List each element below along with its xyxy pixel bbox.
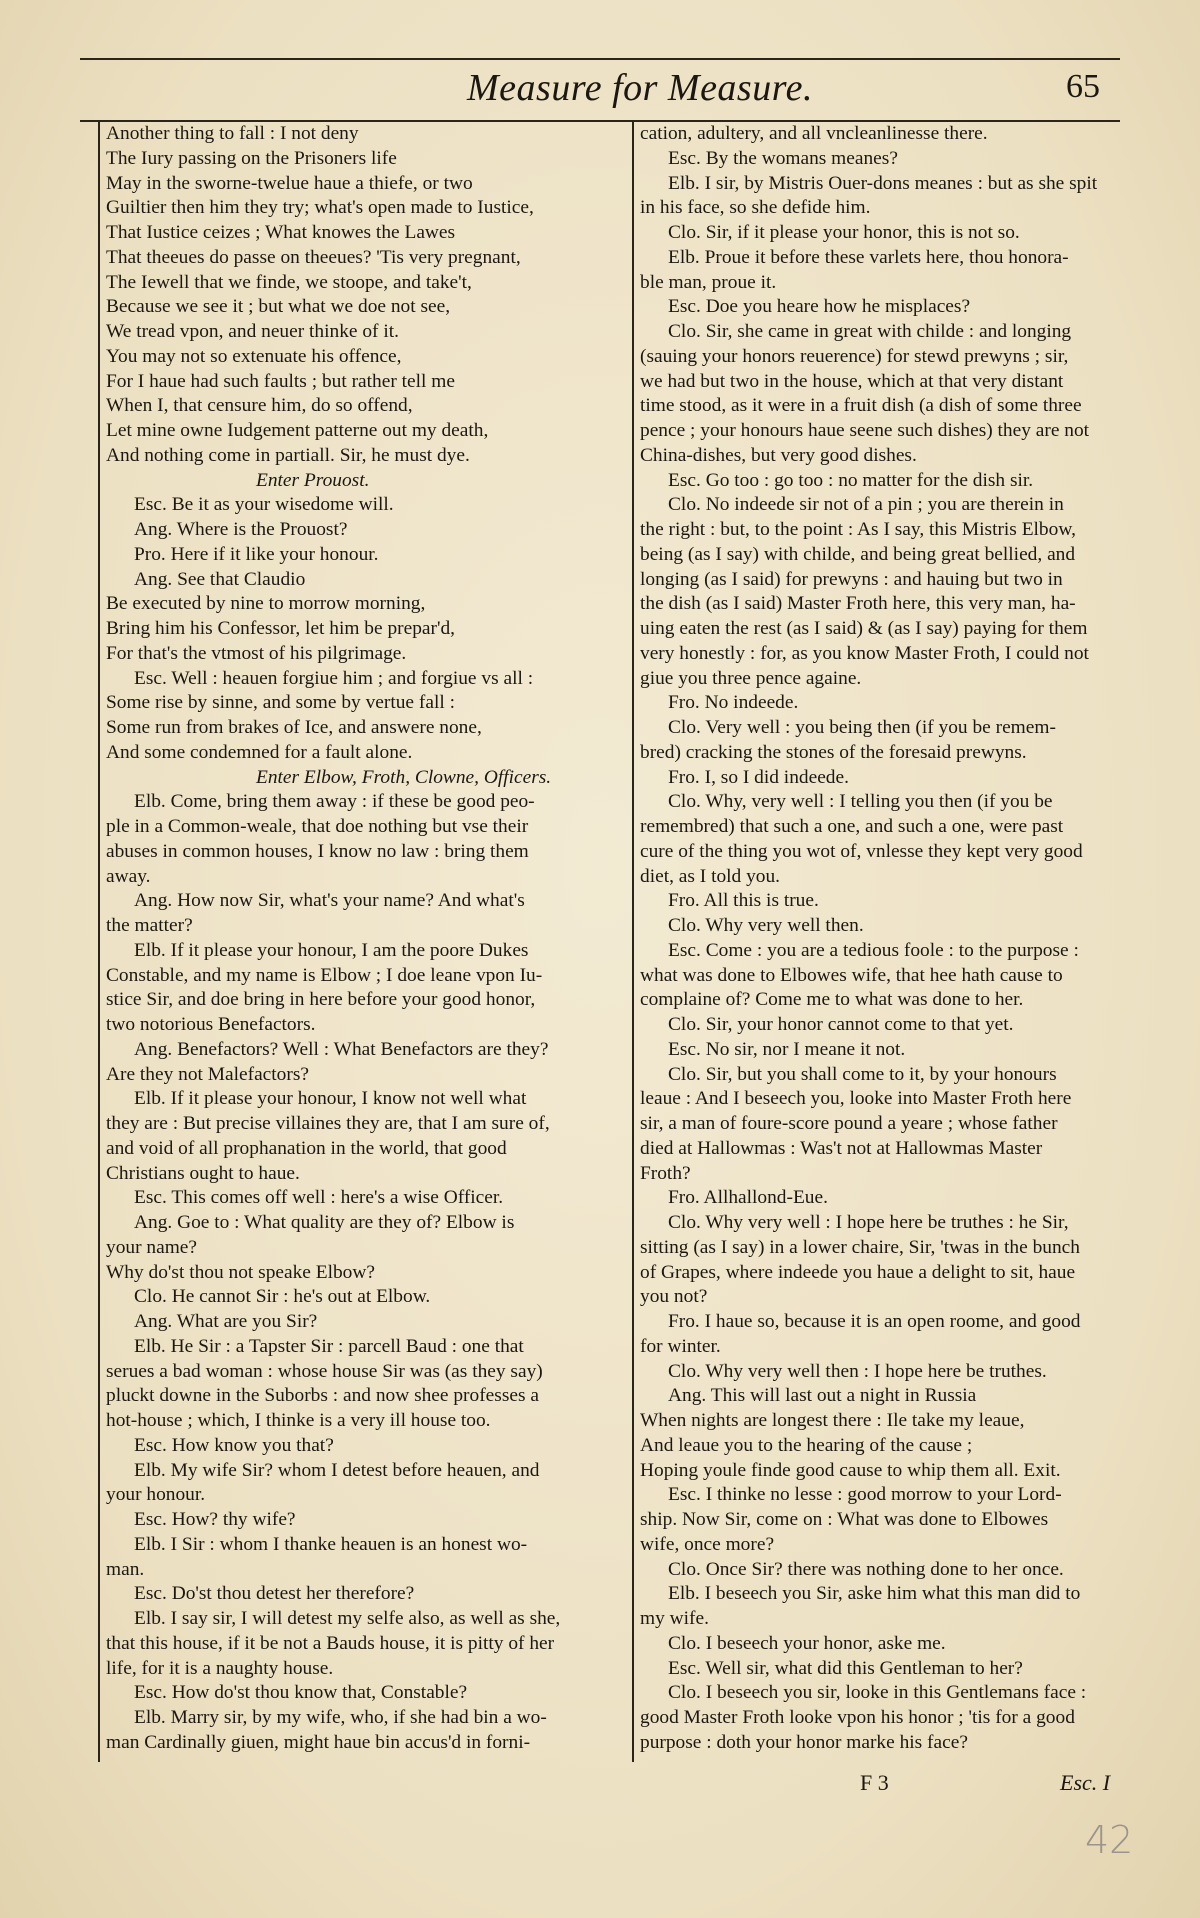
text-line: Another thing to fall : I not deny bbox=[106, 123, 359, 144]
text-line: bred) cracking the stones of the foresaid prewyns. bbox=[640, 741, 1027, 763]
text-line: giue you three pence againe. bbox=[640, 667, 862, 689]
text-line: May in the sworne-twelue haue a thiefe, or two bbox=[106, 172, 473, 194]
text-line: Esc. Do'st thou detest her therefore? bbox=[134, 1583, 415, 1605]
text-line: Esc. Come : you are a tedious foole : to the purpose : bbox=[668, 939, 1079, 961]
text-line: Be executed by nine to morrow morning, bbox=[106, 593, 426, 615]
text-line: my wife. bbox=[640, 1608, 709, 1629]
text-line: When I, that censure him, do so offend, bbox=[106, 395, 413, 417]
text-line: life, for it is a naughty house. bbox=[106, 1657, 334, 1679]
text-line: Fro. Allhallond-Eue. bbox=[668, 1187, 828, 1209]
text-line: Esc. By the womans meanes? bbox=[668, 147, 898, 169]
text-line: The Iewell that we finde, we stoope, and take't, bbox=[106, 271, 472, 293]
text-line: Esc. I thinke no lesse : good morrow to your Lord- bbox=[668, 1484, 1062, 1506]
text-line: your name? bbox=[106, 1236, 197, 1258]
text-line: Clo. Why, very well : I telling you then (if you be bbox=[668, 791, 1053, 813]
text-line: That theeues do passe on theeues? 'Tis very pregnant, bbox=[106, 246, 521, 268]
text-line: Esc. This comes off well : here's a wise Officer. bbox=[134, 1187, 504, 1209]
text-line: Pro. Here if it like your honour. bbox=[134, 543, 379, 565]
text-line: Elb. I Sir : whom I thanke heauen is an honest wo- bbox=[134, 1533, 528, 1555]
text-line: Elb. He Sir : a Tapster Sir : parcell Baud : one that bbox=[134, 1335, 524, 1357]
text-line: longing (as I said) for prewyns : and hauing but two in bbox=[640, 568, 1063, 590]
text-line: Clo. I beseech you sir, looke in this Gentlemans face : bbox=[668, 1682, 1087, 1704]
text-line: Bring him his Confessor, let him be prepar'd, bbox=[106, 618, 456, 639]
text-line: Clo. Why very well then : I hope here be truthes. bbox=[668, 1360, 1047, 1382]
text-line: the dish (as I said) Master Froth here, this very man, ha- bbox=[640, 593, 1076, 615]
text-line: Enter Prouost. bbox=[256, 469, 370, 491]
text-line: And leaue you to the hearing of the cause ; bbox=[640, 1434, 973, 1456]
text-line: the matter? bbox=[106, 915, 193, 936]
text-line: man. bbox=[106, 1558, 145, 1580]
text-line: Esc. Well : heauen forgiue him ; and forgiue vs all : bbox=[134, 667, 534, 689]
running-title: Measure for Measure. bbox=[467, 67, 813, 109]
text-line: Esc. Well sir, what did this Gentleman to her? bbox=[668, 1657, 1023, 1679]
text-line: Ang. What are you Sir? bbox=[134, 1311, 318, 1332]
text-line: We tread vpon, and neuer thinke of it. bbox=[106, 321, 399, 342]
text-line: Esc. Be it as your wisedome will. bbox=[134, 494, 394, 516]
text-line: Clo. I beseech your honor, aske me. bbox=[668, 1632, 946, 1654]
text-line: Ang. How now Sir, what's your name? And what's bbox=[134, 890, 525, 912]
text-line: Esc. Doe you heare how he misplaces? bbox=[668, 296, 971, 318]
text-line: Esc. No sir, nor I meane it not. bbox=[668, 1038, 906, 1060]
text-line: Elb. Marry sir, by my wife, who, if she had bin a wo- bbox=[134, 1707, 547, 1728]
text-line: very honestly : for, as you know Master Froth, I could not bbox=[640, 642, 1089, 664]
text-line: Esc. Go too : go too : no matter for the dish sir. bbox=[668, 469, 1034, 491]
text-line: Fro. All this is true. bbox=[668, 890, 819, 912]
text-line: Fro. I haue so, because it is an open roome, and good bbox=[668, 1311, 1081, 1332]
text-line: ship. Now Sir, come on : What was done to Elbowes bbox=[640, 1509, 1049, 1530]
text-line: The Iury passing on the Prisoners life bbox=[106, 147, 397, 169]
text-line: pluckt downe in the Suborbs : and now shee professes a bbox=[106, 1385, 539, 1407]
text-line: abuses in common houses, I know no law : bring them bbox=[106, 840, 529, 862]
text-line: (sauing your honors reuerence) for stewd prewyns ; sir, bbox=[640, 345, 1069, 367]
text-line: good Master Froth looke vpon his honor ; 'tis for a good bbox=[640, 1707, 1075, 1728]
text-line: Ang. Where is the Prouost? bbox=[134, 519, 348, 540]
text-line: Fro. I, so I did indeede. bbox=[668, 766, 849, 788]
text-line: time stood, as it were in a fruit dish (a dish of some three bbox=[640, 395, 1082, 417]
text-line: ble man, proue it. bbox=[640, 271, 777, 293]
text-line: Clo. Why very well : I hope here be truthes : he Sir, bbox=[668, 1212, 1069, 1233]
text-line: died at Hallowmas : Was't not at Hallowmas Master bbox=[640, 1137, 1043, 1159]
page-number: 65 bbox=[1066, 68, 1100, 105]
text-line: Clo. Very well : you being then (if you be remem- bbox=[668, 717, 1056, 738]
text-line: Christians ought to haue. bbox=[106, 1162, 300, 1184]
left-text-column bbox=[98, 122, 616, 1762]
text-line: Let mine owne Iudgement patterne out my death, bbox=[106, 420, 489, 441]
text-line: cation, adultery, and all vncleanlinesse there. bbox=[640, 123, 988, 144]
text-line: diet, as I told you. bbox=[640, 865, 781, 887]
text-line: Why do'st thou not speake Elbow? bbox=[106, 1261, 375, 1283]
text-line: Elb. I say sir, I will detest my selfe also, as well as she, bbox=[134, 1608, 561, 1629]
text-line: Clo. Once Sir? there was nothing done to her once. bbox=[668, 1558, 1064, 1580]
text-line: Some run from brakes of Ice, and answere none, bbox=[106, 717, 482, 738]
text-line: Elb. I sir, by Mistris Ouer-dons meanes : but as she spit bbox=[668, 172, 1098, 194]
text-line: That Iustice ceizes ; What knowes the Lawes bbox=[106, 222, 456, 243]
text-line: Elb. Proue it before these varlets here, thou honora- bbox=[668, 246, 1069, 268]
text-line: Constable, and my name is Elbow ; I doe leane vpon Iu- bbox=[106, 964, 543, 986]
text-line: Clo. Sir, but you shall come to it, by your honours bbox=[668, 1063, 1057, 1085]
text-line: ple in a Common-weale, that doe nothing but vse their bbox=[106, 816, 529, 837]
text-line: Clo. Sir, she came in great with childe : and longing bbox=[668, 321, 1072, 342]
text-line: Esc. How know you that? bbox=[134, 1434, 334, 1456]
text-line: Are they not Malefactors? bbox=[106, 1063, 309, 1085]
text-line: uing eaten the rest (as I said) & (as I say) paying for them bbox=[640, 618, 1088, 639]
text-line: Guiltier then him they try; what's open made to Iustice, bbox=[106, 197, 534, 219]
text-line: what was done to Elbowes wife, that hee hath cause to bbox=[640, 964, 1063, 986]
text-line: Clo. No indeede sir not of a pin ; you are therein in bbox=[668, 494, 1064, 516]
text-line: Elb. My wife Sir? whom I detest before heauen, and bbox=[134, 1459, 540, 1481]
text-line: Clo. He cannot Sir : he's out at Elbow. bbox=[134, 1286, 431, 1308]
text-line: leaue : And I beseech you, looke into Master Froth here bbox=[640, 1088, 1072, 1110]
text-line: Ang. Goe to : What quality are they of? Elbow is bbox=[134, 1212, 515, 1233]
text-line: Elb. I beseech you Sir, aske him what this man did to bbox=[668, 1583, 1081, 1605]
text-line: hot-house ; which, I thinke is a very ill house too. bbox=[106, 1410, 491, 1431]
text-line: Ang. Benefactors? Well : What Benefactors are they? bbox=[134, 1038, 549, 1060]
text-line: your honour. bbox=[106, 1484, 206, 1506]
text-line: complaine of? Come me to what was done to her. bbox=[640, 989, 1024, 1011]
text-line: pence ; your honours haue seene such dishes) they are not bbox=[640, 420, 1090, 441]
text-line: and void of all prophanation in the world, that good bbox=[106, 1137, 507, 1159]
text-line: Hoping youle finde good cause to whip them all. Exit. bbox=[640, 1459, 1061, 1481]
text-line: Elb. If it please your honour, I am the poore Dukes bbox=[134, 939, 529, 961]
text-line: For I haue had such faults ; but rather tell me bbox=[106, 370, 455, 392]
text-line: two notorious Benefactors. bbox=[106, 1014, 316, 1035]
text-line: sitting (as I say) in a lower chaire, Sir, 'twas in the bunch bbox=[640, 1236, 1080, 1258]
text-line: wife, once more? bbox=[640, 1533, 775, 1555]
text-line: Esc. How? thy wife? bbox=[134, 1509, 296, 1530]
catchword: Esc. I bbox=[1060, 1770, 1111, 1795]
text-line: Because we see it ; but what we doe not see, bbox=[106, 296, 451, 318]
text-line: the right : but, to the point : As I say, this Mistris Elbow, bbox=[640, 519, 1076, 540]
text-line: in his face, so she defide him. bbox=[640, 197, 871, 219]
text-line: Ang. See that Claudio bbox=[134, 568, 306, 590]
text-line: Some rise by sinne, and some by vertue fall : bbox=[106, 692, 455, 714]
text-line: China-dishes, but very good dishes. bbox=[640, 444, 917, 466]
text-line: Elb. Come, bring them away : if these be good peo- bbox=[134, 791, 535, 813]
pencil-annotation: 42 bbox=[1085, 1818, 1134, 1862]
text-line: you not? bbox=[640, 1286, 708, 1308]
text-line: that this house, if it be not a Bauds house, it is pitty of her bbox=[106, 1632, 555, 1654]
right-text-column bbox=[632, 122, 1158, 1762]
text-line: Elb. If it please your honour, I know not well what bbox=[134, 1088, 527, 1110]
text-line: You may not so extenuate his offence, bbox=[106, 345, 402, 367]
text-line: Clo. Why very well then. bbox=[668, 915, 864, 936]
text-line: Ang. This will last out a night in Russia bbox=[668, 1385, 977, 1407]
text-line: For that's the vtmost of his pilgrimage. bbox=[106, 642, 407, 664]
text-line: away. bbox=[106, 865, 151, 887]
text-line: Esc. How do'st thou know that, Constable? bbox=[134, 1682, 468, 1704]
text-line: sir, a man of foure-score pound a yeare ; whose father bbox=[640, 1113, 1058, 1134]
text-line: Froth? bbox=[640, 1162, 691, 1184]
text-line: purpose : doth your honor marke his face? bbox=[640, 1731, 968, 1753]
text-line: Clo. Sir, if it please your honor, this is not so. bbox=[668, 222, 1020, 243]
text-line: they are : But precise villaines they are, that I am sure of, bbox=[106, 1113, 550, 1134]
text-line: remembred) that such a one, and such a one, were past bbox=[640, 816, 1064, 837]
text-line: Fro. No indeede. bbox=[668, 692, 799, 714]
text-line: we had but two in the house, which at that very distant bbox=[640, 370, 1064, 392]
text-line: of Grapes, where indeede you haue a delight to sit, haue bbox=[640, 1261, 1076, 1283]
text-line: stice Sir, and doe bring in here before your good honor, bbox=[106, 989, 536, 1011]
text-line: When nights are longest there : Ile take my leaue, bbox=[640, 1410, 1025, 1431]
text-line: Clo. Sir, your honor cannot come to that yet. bbox=[668, 1014, 1014, 1035]
text-line: cure of the thing you wot of, vnlesse they kept very good bbox=[640, 840, 1083, 862]
text-line: for winter. bbox=[640, 1335, 721, 1357]
text-line: Enter Elbow, Froth, Clowne, Officers. bbox=[256, 766, 552, 788]
text-line: serues a bad woman : whose house Sir was (as they say) bbox=[106, 1360, 543, 1382]
text-line: being (as I say) with childe, and being great bellied, and bbox=[640, 543, 1076, 565]
text-line: And some condemned for a fault alone. bbox=[106, 741, 413, 763]
signature-mark: F 3 bbox=[860, 1770, 889, 1795]
text-line: man Cardinally giuen, might haue bin accus'd in forni- bbox=[106, 1731, 531, 1753]
text-line: And nothing come in partiall. Sir, he must dye. bbox=[106, 444, 470, 466]
